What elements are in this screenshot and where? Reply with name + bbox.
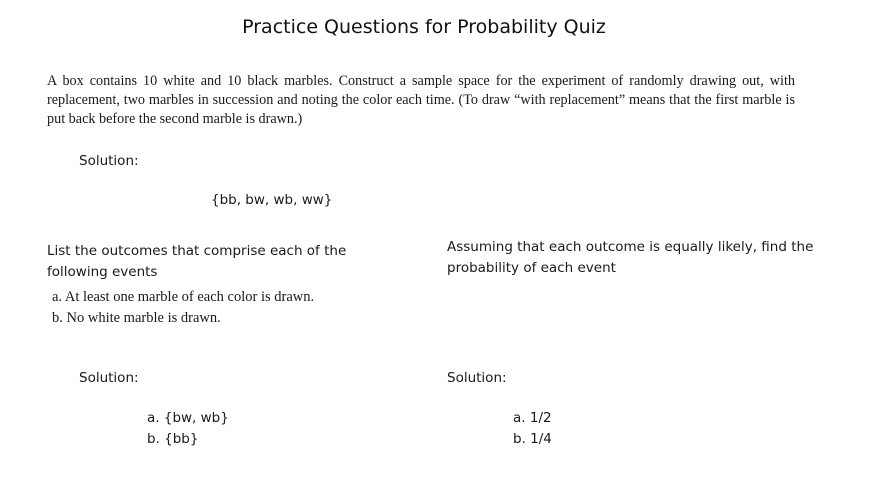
- event-item-a: a. At least one marble of each color is drawn.: [52, 289, 315, 305]
- solution-label-probability: Solution:: [447, 370, 507, 386]
- solution-label: Solution:: [79, 153, 139, 169]
- outcome-answer-b: b. {bb}: [147, 431, 199, 447]
- event-list: [52, 287, 314, 329]
- sample-space-answer: {bb, bw, wb, ww}: [211, 192, 333, 208]
- probability-answer-a: a. 1/2: [513, 410, 552, 426]
- probability-answers: [513, 408, 552, 450]
- page-title: Practice Questions for Probability Quiz: [242, 16, 606, 38]
- probability-answer-b: b. 1/4: [513, 431, 552, 447]
- solution-label-outcomes: Solution:: [79, 370, 139, 386]
- probability-prompt: Assuming that each outcome is equally likely, find the probability of each event: [447, 239, 814, 276]
- outcomes-answers: [147, 408, 229, 450]
- problem-statement: A box contains 10 white and 10 black marbles. Construct a sample space for the experiment of randomly drawing out, with replacement, two marbles in succession and noting the color each time. (To draw “with replacement” means that the first marble is put back before the second marble is drawn.): [47, 73, 795, 127]
- event-item-b: b. No white marble is drawn.: [52, 310, 221, 326]
- outcomes-prompt: List the outcomes that comprise each of the following events: [47, 243, 347, 280]
- outcome-answer-a: a. {bw, wb}: [147, 410, 229, 426]
